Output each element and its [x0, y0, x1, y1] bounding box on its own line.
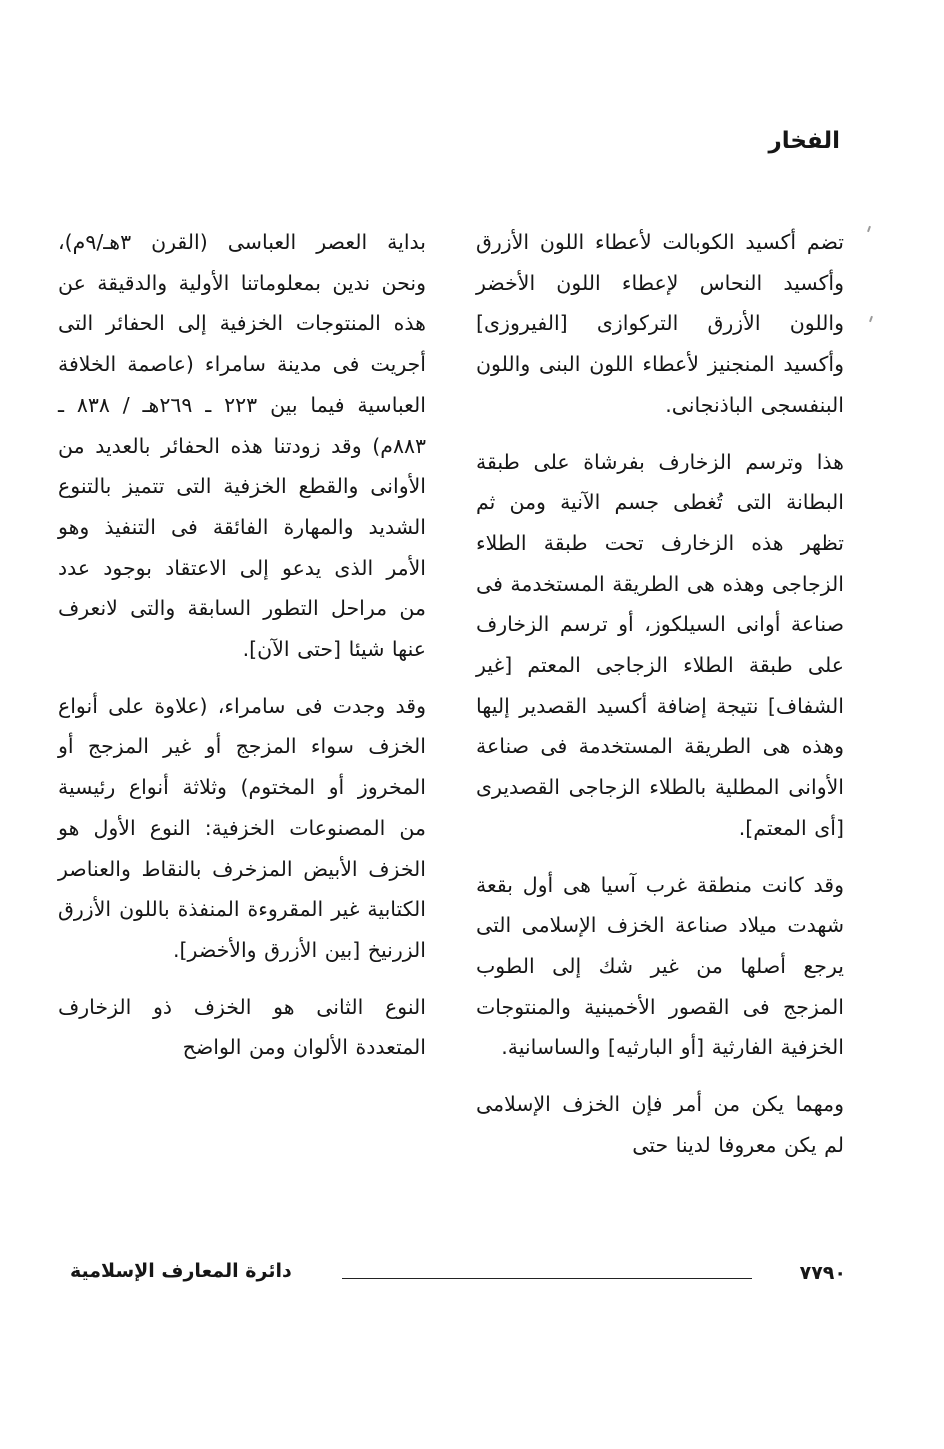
page-footer: [60, 1262, 850, 1292]
scan-speck: [869, 316, 873, 322]
footer-divider: [342, 1278, 752, 1279]
paragraph: تضم أكسيد الكوبالت لأعطاء اللون الأزرق وأكسيد النحاس لإعطاء اللون الأخضر واللون الأزرق التركوازى [الفيروزى] وأكسيد المنجنيز لأعطاء اللون البنى واللون البنفسجى الباذنجانى.: [476, 230, 844, 417]
scan-speck: [867, 226, 871, 232]
paragraph: النوع الثانى هو الخزف ذو الزخارف المتعددة الألوان ومن الواضح: [58, 994, 426, 1060]
running-header: الفخار: [768, 128, 840, 154]
right-text-column: [476, 222, 844, 1181]
page-number: ٧٧٩٠: [799, 1262, 846, 1284]
paragraph: هذا وترسم الزخارف بفرشاة على طبقة البطانة التى تُغطى جسم الآنية ومن ثم تظهر هذه الزخارف تحت طبقة الطلاء الزجاجى وهذه هى الطريقة المستخدمة فى صناعة أوانى السيلكوز، أو ترسم الزخارف على طبقة الطلاء الزجاجى المعتم [غير الشفاف] نتيجة إضافة أكسيد القصدير إليها وهذه هى الطريقة المستخدمة فى صناعة الأوانى المطلية بالطلاء الزجاجى القصديرى [أى المعتم].: [476, 449, 844, 840]
left-text-column: [58, 222, 426, 1084]
paragraph: ومهما يكن من أمر فإن الخزف الإسلامى لم يكن معروفا لدينا حتى: [476, 1092, 844, 1157]
paragraph: وقد وجدت فى سامراء، (علاوة على أنواع الخزف سواء المزجج أو غير المزجج أو المخروز أو المختوم) وثلاثة أنواع رئيسية من المصنوعات الخزفية: النوع الأول هو الخزف الأبيض المزخرف بالنقاط والعناصر الكتابية غير المقروءة المنفذة باللون الأزرق الزرنيخ [بين الأزرق والأخضر].: [58, 693, 426, 962]
publication-title: دائرة المعارف الإسلامية: [70, 1260, 292, 1282]
paragraph: بداية العصر العباسى (القرن ٣هـ/٩م)، ونحن ندين بمعلوماتنا الأولية والدقيقة عن هذه المنتوجات الخزفية إلى الحفائر التى أجريت فى مدينة سامراء (عاصمة الخلافة العباسية فيما بين ٢٢٣ ـ ٢٦٩هـ / ٨٣٨ ـ ٨٨٣م) وقد زودتنا هذه الحفائر بالعديد من الأوانى والقطع الخزفية التى تتميز بالتنوع الشديد والمهارة الفائقة فى التنفيذ وهو الأمر الذى يدعو إلى الاعتقاد بوجود عدد من مراحل التطور السابقة والتى لانعرف عنها شيئا [حتى الآن].: [58, 230, 426, 662]
paragraph: وقد كانت منطقة غرب آسيا هى أول بقعة شهدت ميلاد صناعة الخزف الإسلامى التى يرجع أصلها من غير شك إلى الطوب المزجج فى القصور الأخمينية والمنتوجات الخزفية الفارثية [أو البارثيه] والساسانية.: [476, 872, 844, 1060]
